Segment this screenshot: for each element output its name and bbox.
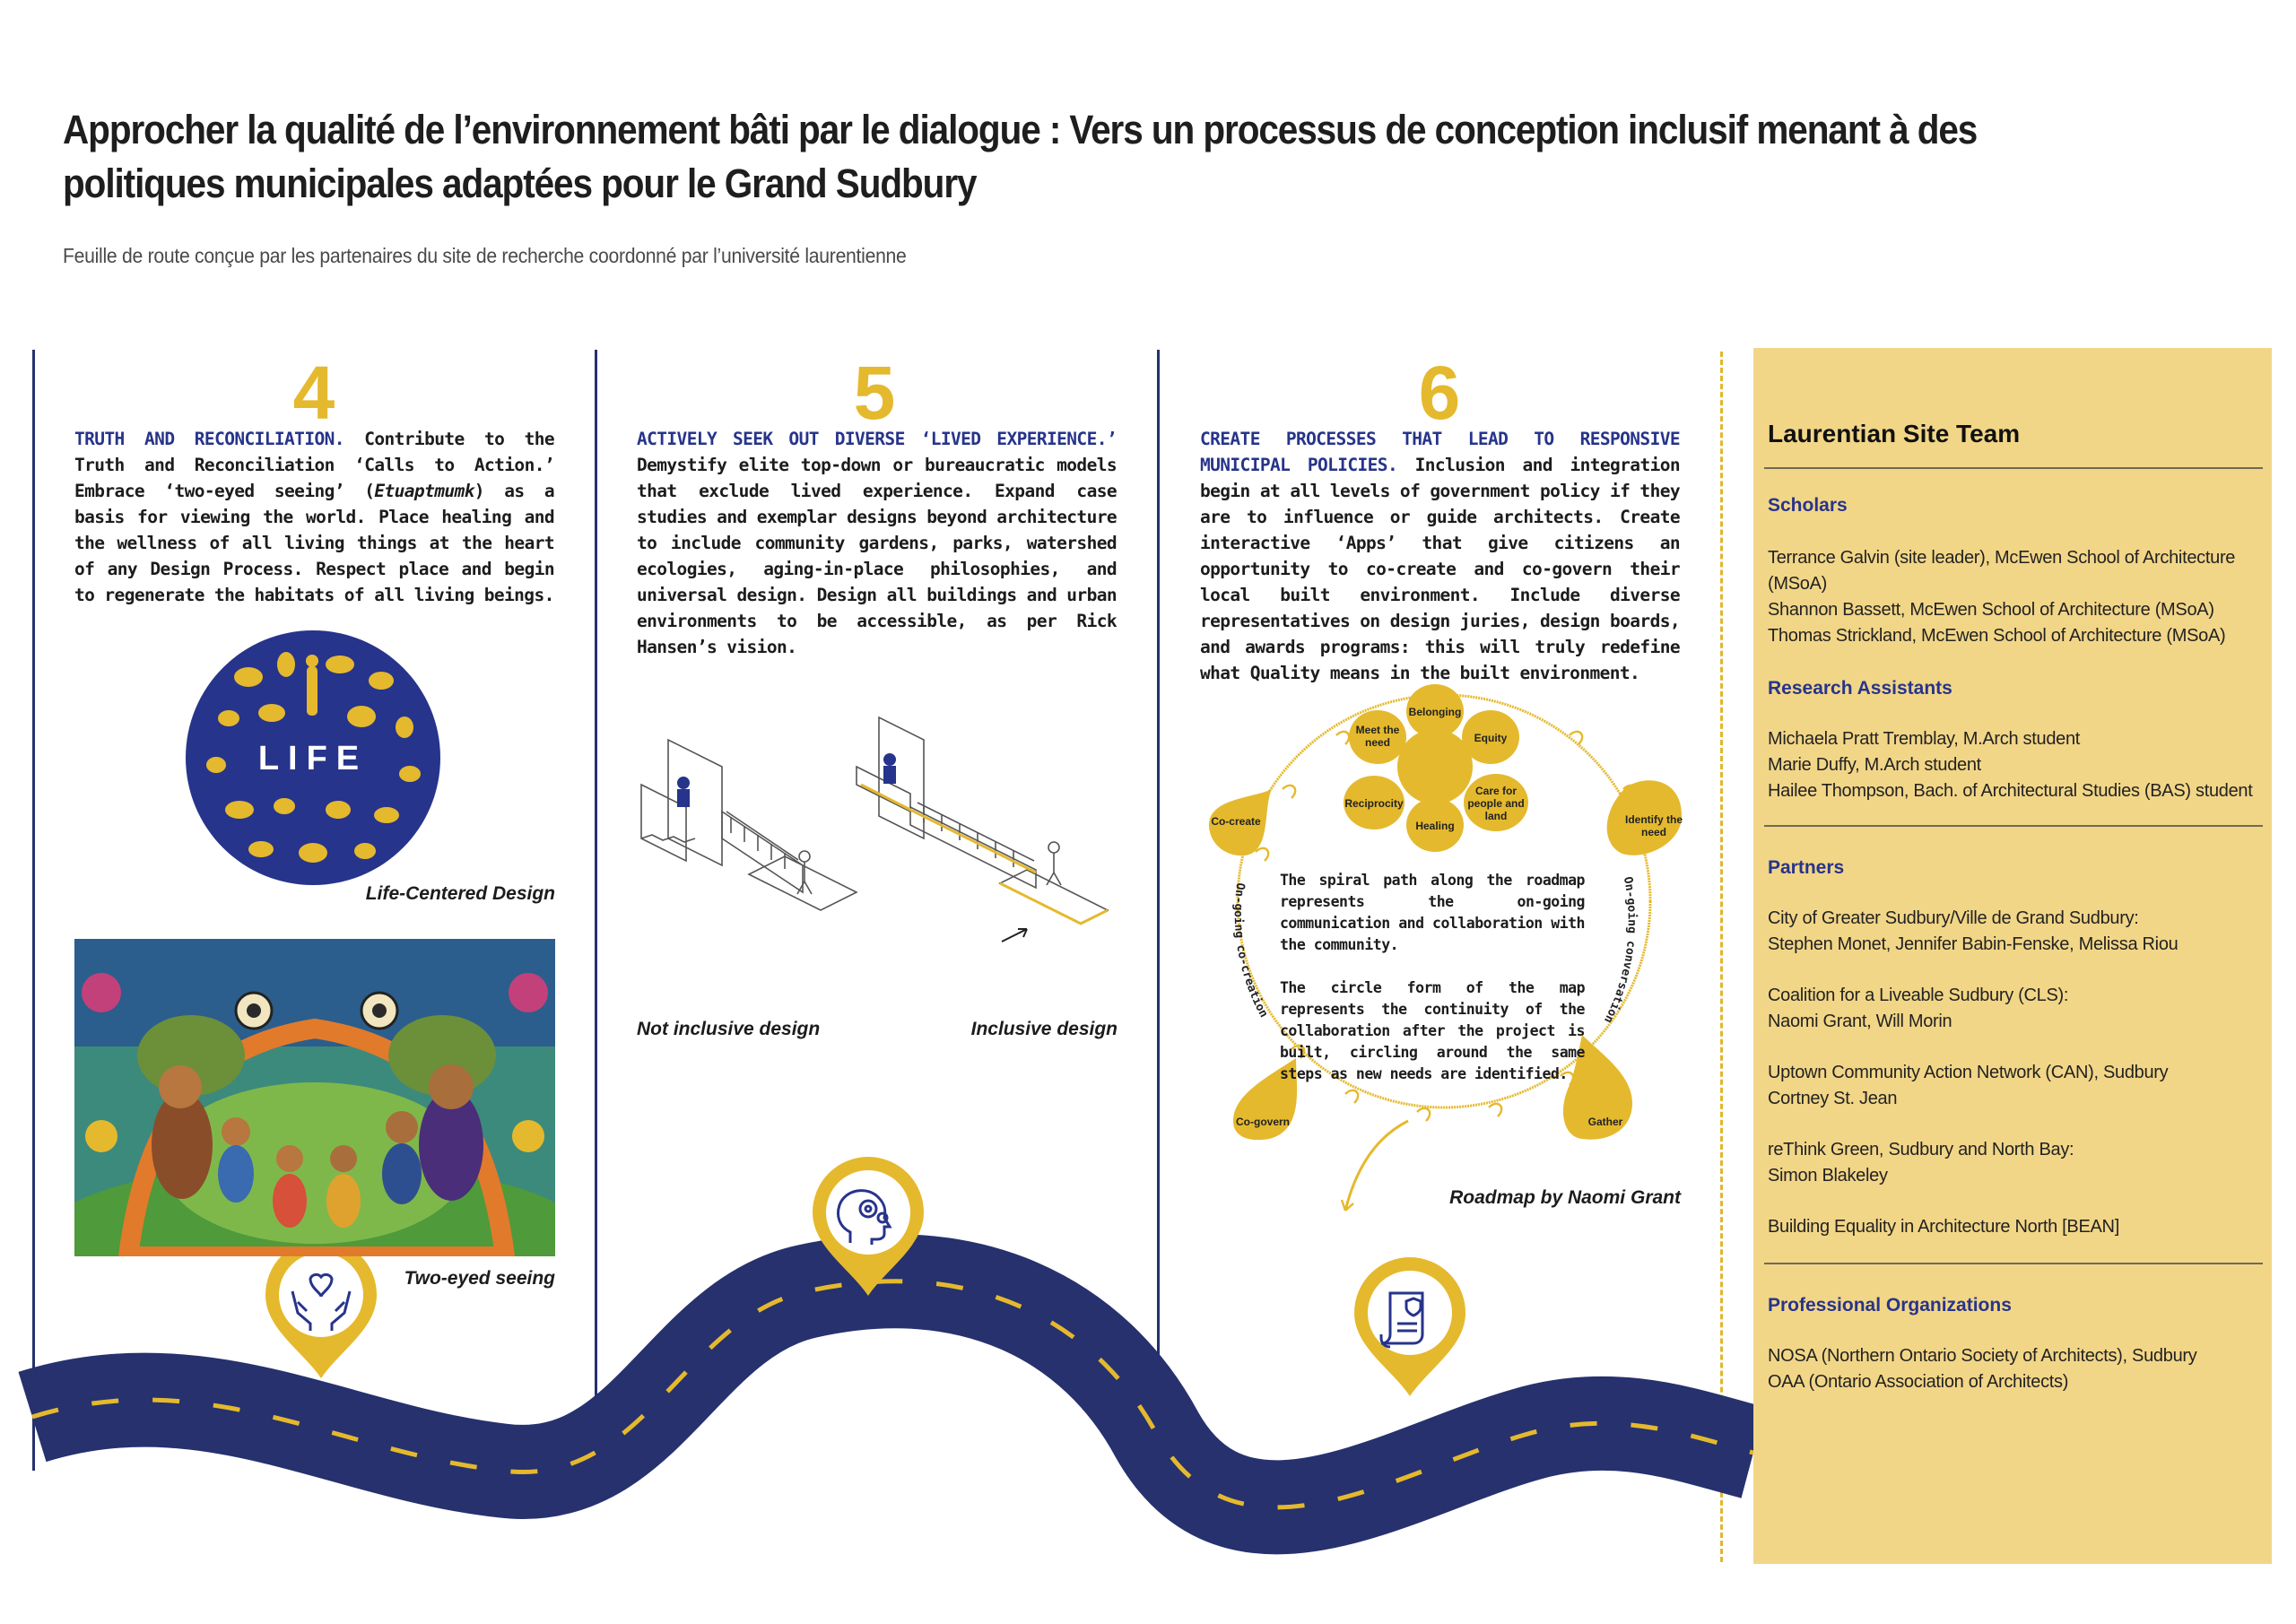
petal-belonging: Belonging	[1408, 706, 1462, 718]
drop-identify-the-need: Identify the need	[1624, 813, 1683, 838]
step-5-text: ACTIVELY SEEK OUT DIVERSE ‘LIVED EXPERIENCE.’ Demystify elite top-down or bureaucratic models that exclude lived experience. Expand case studies and exemplar designs beyond architecture to include community gardens, parks, watershed ecologies, aging-in-place philosophies, and universal design. Design all buildings and urban environments to be accessible, as per Rick Hansen’s vision.	[637, 429, 1117, 657]
team-title: Laurentian Site Team	[1768, 420, 2021, 447]
step-number-4: 4	[292, 351, 335, 435]
research-assistants-list	[1768, 726, 2266, 804]
arc-label-conversation: On-going conversation	[1600, 875, 1639, 1026]
professional-organizations-heading: Professional Organizations	[1768, 1295, 2012, 1316]
page-subtitle: Feuille de route conçue par les partenaires du site de recherche coordonné par l’université laurentienne	[63, 244, 907, 267]
step-6-text: CREATE PROCESSES THAT LEAD TO RESPONSIVE MUNICIPAL POLICIES. Inclusion and integration begin at all levels of government policy if they are to influence or guide architects. Create interactive ‘Apps’ that give citizens an opportunity to co-create and co-govern their local built environment. Include diverse representatives on design juries, design boards, and awards programs: this will truly redefine what Quality means in the built environment.	[1200, 429, 1680, 683]
list-item: NOSA (Northern Ontario Society of Architects), Sudbury	[1768, 1346, 2197, 1366]
list-item: Michaela Pratt Tremblay, M.Arch student	[1768, 729, 2081, 749]
list-item: Simon Blakeley	[1768, 1166, 1888, 1185]
list-item: Terrance Galvin (site leader), McEwen School of Architecture (MSoA)	[1768, 548, 2236, 594]
roadmap-paragraph-2: The circle form of the map represents the continuity of the collaboration after the project is built, circling around the same steps as new needs are identified.	[1280, 979, 1585, 1082]
life-label: LIFE	[257, 740, 369, 777]
accessibility-comparison-drawing	[632, 713, 1121, 951]
roadmap-paragraph-1: The spiral path along the roadmap represents the on-going communication and collaboration with the community.	[1280, 872, 1585, 953]
list-item: Coalition for a Liveable Sudbury (CLS):	[1768, 986, 2069, 1005]
team-divider	[1764, 825, 2263, 827]
list-item: Hailee Thompson, Bach. of Architectural Studies (BAS) student	[1768, 781, 2253, 801]
arc-label-co-creation: On-going co-creation	[1231, 881, 1271, 1020]
petal-care: Care for people and land	[1467, 785, 1525, 822]
caption-life-centered-design: Life-Centered Design	[365, 883, 555, 904]
partners-list	[1768, 906, 2266, 1240]
team-panel	[1753, 348, 2272, 1564]
team-divider	[1764, 467, 2263, 469]
list-item: reThink Green, Sudbury and North Bay:	[1768, 1140, 2074, 1159]
scholars-list	[1768, 545, 2266, 649]
partners-heading: Partners	[1768, 857, 1845, 878]
scholars-heading: Scholars	[1768, 495, 1848, 516]
caption-two-eyed-seeing: Two-eyed seeing	[404, 1268, 555, 1289]
two-eyed-seeing-artwork	[74, 939, 555, 1256]
pin-step-6	[1354, 1257, 1465, 1396]
caption-not-inclusive: Not inclusive design	[637, 1019, 821, 1039]
drop-co-govern: Co-govern	[1236, 1116, 1290, 1128]
petal-meet-the-need: Meet the need	[1355, 724, 1400, 749]
pin-step-4	[265, 1239, 377, 1378]
step-5-lead: ACTIVELY SEEK OUT DIVERSE ‘LIVED EXPERIENCE.’	[637, 429, 1117, 449]
step-number-6: 6	[1418, 351, 1461, 435]
list-item: Cortney St. Jean	[1768, 1089, 1898, 1108]
roadmap-description	[1280, 870, 1585, 1085]
step-6-lead: CREATE PROCESSES THAT LEAD TO RESPONSIVE MUNICIPAL POLICIES.	[1200, 429, 1680, 475]
drop-gather: Gather	[1587, 1116, 1623, 1128]
petal-healing: Healing	[1415, 820, 1455, 832]
page-title: Approcher la qualité de l’environnement bâti par le dialogue : Vers un processus de conception inclusif menant à des politiques municipales adaptées pour le Grand Sudbury	[63, 107, 1978, 206]
drop-co-create: Co-create	[1211, 815, 1261, 828]
research-assistants-heading: Research Assistants	[1768, 678, 1952, 699]
team-divider	[1764, 1263, 2263, 1264]
petal-equity: Equity	[1474, 732, 1508, 744]
professional-organizations-list	[1768, 1343, 2266, 1395]
list-item: Uptown Community Action Network (CAN), Sudbury	[1768, 1063, 2169, 1082]
list-item: Marie Duffy, M.Arch student	[1768, 755, 1981, 775]
list-item: Building Equality in Architecture North [BEAN]	[1768, 1217, 2119, 1237]
caption-inclusive: Inclusive design	[970, 1019, 1118, 1039]
step-4-lead: TRUTH AND RECONCILIATION.	[74, 429, 344, 449]
step-number-5: 5	[853, 351, 896, 435]
step-4-text: TRUTH AND RECONCILIATION. Contribute to the Truth and Reconciliation ‘Calls to Action.’ Embrace ‘two-eyed seeing’ (Etuaptmumk) as a basis for viewing the world. Place healing and the wellness of all living things at the heart of any Design Process. Respect place and begin to regenerate the habitats of all living beings.	[74, 429, 555, 605]
list-item: City of Greater Sudbury/Ville de Grand Sudbury:	[1768, 908, 2139, 928]
life-centered-design-illustration	[186, 630, 440, 885]
list-item: Thomas Strickland, McEwen School of Architecture (MSoA)	[1768, 626, 2226, 646]
list-item: OAA (Ontario Association of Architects)	[1768, 1372, 2069, 1392]
petal-reciprocity: Reciprocity	[1344, 797, 1404, 810]
list-item: Naomi Grant, Will Morin	[1768, 1012, 1952, 1031]
list-item: Shannon Bassett, McEwen School of Architecture (MSoA)	[1768, 600, 2214, 620]
caption-roadmap: Roadmap by Naomi Grant	[1449, 1187, 1681, 1208]
list-item: Stephen Monet, Jennifer Babin-Fenske, Melissa Riou	[1768, 934, 2179, 954]
